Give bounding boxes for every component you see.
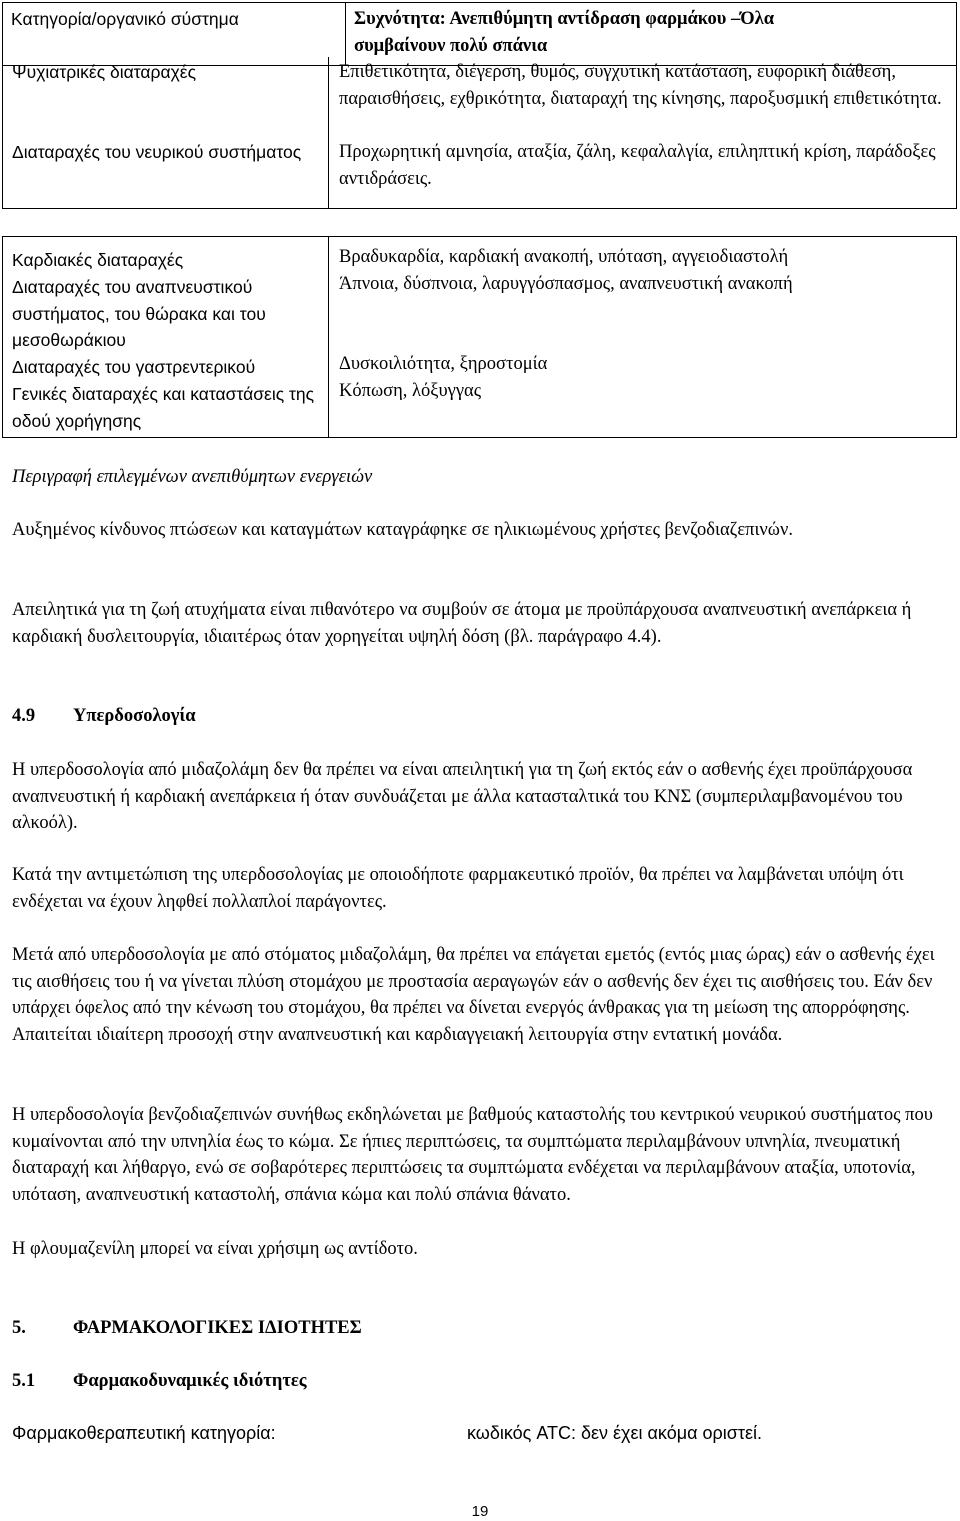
- section-title: Υπερδοσολογία: [73, 706, 196, 726]
- paragraph: Αυξημένος κίνδυνος πτώσεων και καταγμάτων καταγράφηκε σε ηλικιωμένους χρήστες βενζοδιαζεπινών.: [12, 520, 793, 540]
- table-row: Καρδιακές διαταραχές: [12, 250, 184, 270]
- table-row: Διαταραχές του αναπνευστικού συστήματος, του θώρακα και του μεσοθωράκιου: [12, 277, 266, 350]
- adverse-reactions-table-1-body: [2, 57, 957, 209]
- section-title: ΦΑΡΜΑΚΟΛΟΓΙΚΕΣ ΙΔΙΟΤΗΤΕΣ: [73, 1318, 362, 1338]
- table-row: Γενικές διαταραχές και καταστάσεις της οδού χορήγησης: [12, 384, 315, 431]
- table-row-reaction: Δυσκοιλιότητα, ξηροστομία: [339, 354, 548, 374]
- table-row-reaction: Προχωρητική αμνησία, αταξία, ζάλη, κεφαλαλγία, επιληπτική κρίση, παράδοξες αντιδράσεις.: [339, 142, 936, 189]
- atc-code-value: κωδικός ATC: δεν έχει ακόμα οριστεί.: [467, 1423, 762, 1443]
- selected-adverse-heading: Περιγραφή επιλεγμένων ανεπιθύμητων ενεργειών: [12, 467, 373, 487]
- table-row: Διαταραχές του γαστρεντερικού: [12, 357, 256, 377]
- paragraph: Η φλουμαζενίλη μπορεί να είναι χρήσιμη ως αντίδοτο.: [12, 1239, 418, 1259]
- section-number: 4.9: [12, 706, 36, 726]
- frequency-header: Συχνότητα: Ανεπιθύμητη αντίδραση φαρμάκου –Όλα συμβαίνουν πολύ σπάνια: [346, 3, 957, 66]
- table-row: Ψυχιατρικές διαταραχές: [12, 62, 197, 82]
- paragraph: Απειλητικά για τη ζωή ατυχήματα είναι πιθανότερο να συμβούν σε άτομα με προϋπάρχουσα αναπνευστική ανεπάρκεια ή καρδιακή δυσλειτουργία, ιδιαιτέρως όταν χορηγείται υψηλή δόση (βλ. παράγραφο 4.4).: [12, 600, 912, 647]
- adverse-reactions-table-2: [2, 236, 957, 438]
- paragraph: Μετά από υπερδοσολογία με από στόματος μιδαζολάμη, θα πρέπει να επάγεται εμετός (εντός μιας ώρας) εάν ο ασθενής έχει τις αισθήσεις του ή να γίνεται πλύση στομάχου με προστασία αεραγωγών εάν ο ασθενής δεν έχει τις αισθήσεις του. Εάν δεν υπάρχει όφελος από την κένωση του στομάχου, θα πρέπει να δίνεται ενεργός άνθρακας για τη μείωση της απορρόφησης. Απαιτείται ιδιαίτερη προσοχή στην αναπνευστική και καρδιαγγειακή λειτουργία στην εντατική μονάδα.: [12, 945, 935, 1045]
- section-number: 5.: [12, 1318, 26, 1338]
- pharmacotherapeutic-label: Φαρμακοθεραπευτική κατηγορία:: [12, 1423, 276, 1443]
- table-row: Διαταραχές του νευρικού συστήματος: [12, 142, 302, 162]
- table-row-reaction: Κόπωση, λόξυγγας: [339, 381, 482, 401]
- category-header: Κατηγορία/οργανικό σύστημα: [3, 3, 346, 66]
- page-number: 19: [471, 1503, 489, 1520]
- paragraph: Κατά την αντιμετώπιση της υπερδοσολογίας με οποιοδήποτε φαρμακευτικό προϊόν, θα πρέπει να λαμβάνεται υπόψη ότι ενδέχεται να έχουν ληφθεί πολλαπλοί παράγοντες.: [12, 865, 904, 912]
- table-row-reaction: Επιθετικότητα, διέγερση, θυμός, συγχυτική κατάσταση, ευφορική διάθεση, παραισθήσεις, εχθρικότητα, διαταραχή της κίνησης, παροξυσμική επιθετικότητα.: [339, 62, 942, 109]
- paragraph: Η υπερδοσολογία από μιδαζολάμη δεν θα πρέπει να είναι απειλητική για τη ζωή εκτός εάν ο ασθενής έχει προϋπάρχουσα αναπνευστική ή καρδιακή ανεπάρκεια ή όταν συνδυάζεται με άλλα κατασταλτικά του ΚΝΣ (συμπεριλαμβανομένου του αλκοόλ).: [12, 760, 913, 833]
- section-number: 5.1: [12, 1371, 36, 1391]
- table-row-reaction: Άπνοια, δύσπνοια, λαρυγγόσπασμος, αναπνευστική ανακοπή: [339, 274, 793, 294]
- table-row-reaction: Βραδυκαρδία, καρδιακή ανακοπή, υπόταση, αγγειοδιαστολή: [339, 247, 789, 267]
- paragraph: Η υπερδοσολογία βενζοδιαζεπινών συνήθως εκδηλώνεται με βαθμούς καταστολής του κεντρικού νευρικού συστήματος που κυμαίνονται από την υπνηλία έως το κώμα. Σε ήπιες περιπτώσεις, τα συμπτώματα περιλαμβάνουν υπνηλία, πνευματική διαταραχή και λήθαργο, ενώ σε σοβαρότερες περιπτώσεις τα συμπτώματα ενδέχεται να περιλαμβάνουν αταξία, υποτονία, υπόταση, αναπνευστική καταστολή, σπάνια κώμα και πολύ σπάνια θάνατο.: [12, 1105, 933, 1205]
- section-title: Φαρμακοδυναμικές ιδιότητες: [73, 1371, 307, 1391]
